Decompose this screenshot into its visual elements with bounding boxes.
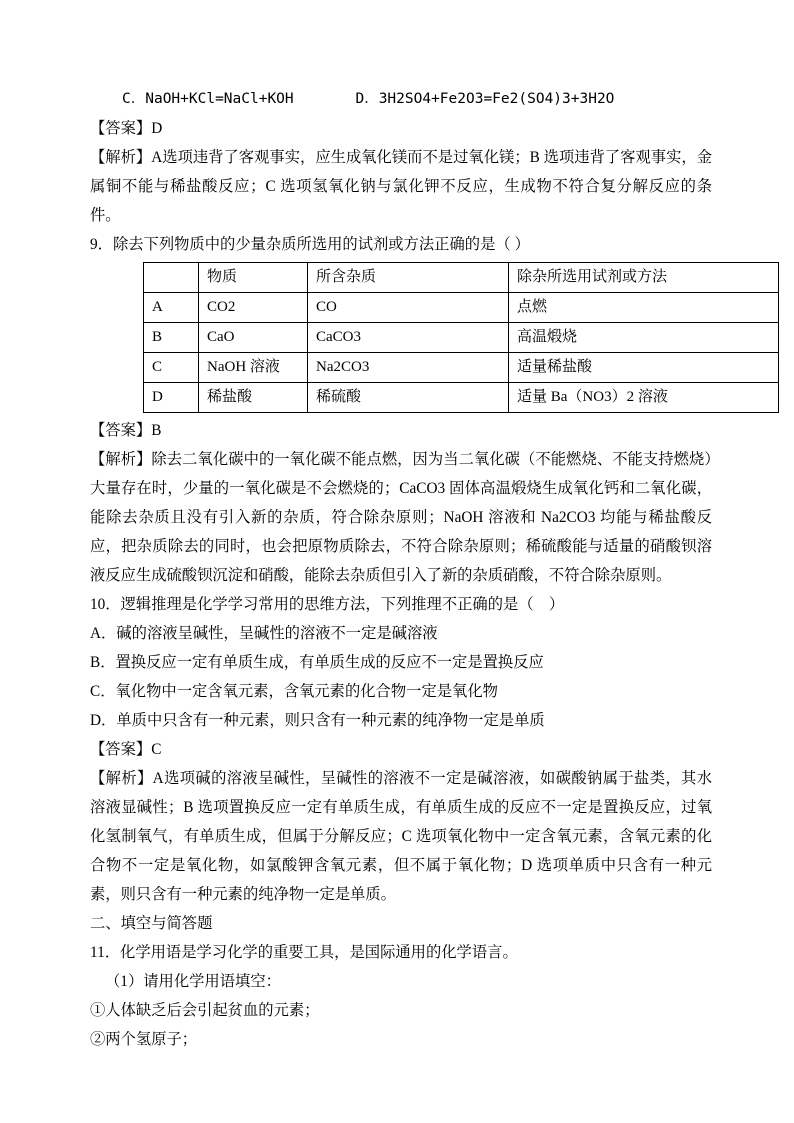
- q11-item-1: ①人体缺乏后会引起贫血的元素；: [90, 1002, 320, 1019]
- section2-title: 二、填空与简答题: [90, 915, 213, 932]
- q10-option-b: B．置换反应一定有单质生成，有单质生成的反应不一定是置换反应: [90, 654, 544, 671]
- q9-row-c-method: 适量稀盐酸: [509, 353, 779, 383]
- q8-options-line: [90, 84, 712, 114]
- q8-answer: 【答案】D: [90, 120, 163, 137]
- q9-row-a-substance: CO2: [199, 293, 308, 323]
- q9-row-a-letter: A: [144, 293, 199, 323]
- q11-item-2: ②两个氢原子；: [90, 1031, 198, 1048]
- q9-row-d-method: 适量 Ba（NO3）2 溶液: [509, 383, 779, 413]
- q9-header-impurity: 所含杂质: [308, 263, 509, 293]
- q9-header-method: 除杂所选用试剂或方法: [509, 263, 779, 293]
- q9-row-d-substance: 稀盐酸: [199, 383, 308, 413]
- q9-answer: 【答案】B: [90, 422, 162, 439]
- q9-row-c-substance: NaOH 溶液: [199, 353, 308, 383]
- document-content: [90, 84, 712, 1054]
- q9-table-row-c: [144, 353, 779, 383]
- q9-header-substance: 物质: [199, 263, 308, 293]
- q10-option-c: C．氧化物中一定含氧元素，含氧元素的化合物一定是氧化物: [90, 683, 498, 700]
- q9-row-a-impurity: CO: [308, 293, 509, 323]
- q9-table-row-a: [144, 293, 779, 323]
- q8-option-d: D．3H2SO4+Fe2O3=Fe2(SO4)3+3H2O: [355, 91, 615, 107]
- q9-table-row-d: [144, 383, 779, 413]
- q10-analysis: 【解析】A选项碱的溶液呈碱性，呈碱性的溶液不一定是碱溶液，如碳酸钠属于盐类，其水溶液显碱性；B 选项置换反应一定有单质生成，有单质生成的反应不一定是置换反应，过氧化氢制氧气，有单质生成，但属于分解反应；C 选项氧化物中一定含氧元素，含氧元素的化合物不一定是氧化物，如氯酸钾含氧元素，但不属于氧化物；D 选项单质中只含有一种元素，则只含有一种元素的纯净物一定是单质。: [90, 770, 712, 903]
- q9-row-c-impurity: Na2CO3: [308, 353, 509, 383]
- q8-analysis: 【解析】A选项违背了客观事实，应生成氧化镁而不是过氧化镁；B 选项违背了客观事实，金属铜不能与稀盐酸反应；C 选项氢氧化钠与氯化钾不反应，生成物不符合复分解反应的条件。: [90, 149, 712, 224]
- q9-row-b-method: 高温煅烧: [509, 323, 779, 353]
- q11-sub1: （1）请用化学用语填空：: [105, 973, 281, 990]
- q9-row-b-letter: B: [144, 323, 199, 353]
- q9-row-b-impurity: CaCO3: [308, 323, 509, 353]
- q8-option-c: C．NaOH+KCl=NaCl+KOH: [122, 91, 294, 107]
- q9-row-a-method: 点燃: [509, 293, 779, 323]
- q9-title: 9．除去下列物质中的少量杂质所选用的试剂或方法正确的是（ ）: [90, 236, 530, 253]
- q9-row-d-letter: D: [144, 383, 199, 413]
- q10-title: 10．逻辑推理是化学学习常用的思维方法，下列推理不正确的是（ ）: [90, 596, 565, 613]
- q9-header-blank: [144, 263, 199, 293]
- q9-table-header-row: [144, 263, 779, 293]
- q9-removal-table: [143, 262, 779, 413]
- q9-analysis: 【解析】除去二氧化碳中的一氧化碳不能点燃，因为当二氧化碳（不能燃烧、不能支持燃烧）大量存在时，少量的一氧化碳是不会燃烧的；CaCO3 固体高温煅烧生成氧化钙和二氧化碳，能除去杂质且没有引入新的杂质，符合除杂原则；NaOH 溶液和 Na2CO3 均能与稀盐酸反应，把杂质除去的同时，也会把原物质除去，不符合除杂原则；稀硫酸能与适量的硝酸钡溶液反应生成硫酸钡沉淀和硝酸，能除去杂质但引入了新的杂质硝酸，不符合除杂原则。: [90, 451, 712, 584]
- q9-row-d-impurity: 稀硫酸: [308, 383, 509, 413]
- q9-row-c-letter: C: [144, 353, 199, 383]
- q11-title: 11．化学用语是学习化学的重要工具，是国际通用的化学语言。: [90, 944, 518, 961]
- q10-option-a: A．碱的溶液呈碱性，呈碱性的溶液不一定是碱溶液: [90, 625, 438, 642]
- q9-row-b-substance: CaO: [199, 323, 308, 353]
- q10-answer: 【答案】C: [90, 741, 162, 758]
- q10-option-d: D．单质中只含有一种元素，则只含有一种元素的纯净物一定是单质: [90, 712, 545, 729]
- q9-table-row-b: [144, 323, 779, 353]
